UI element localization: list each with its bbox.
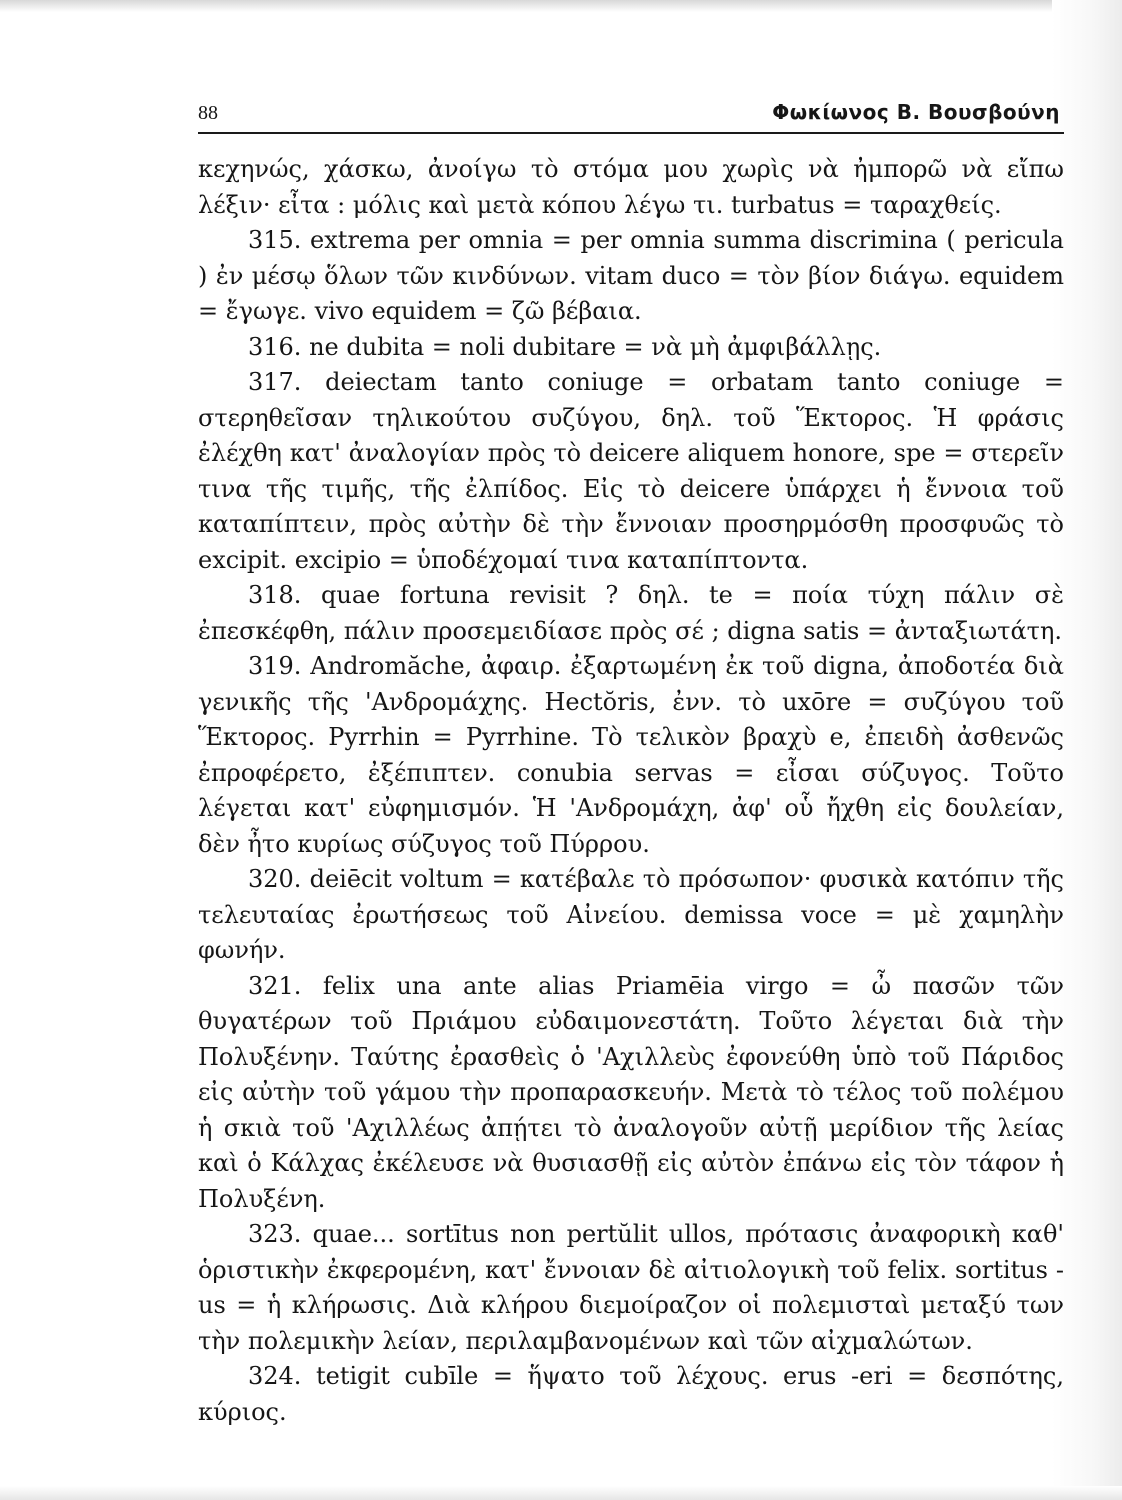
body-text xyxy=(198,152,1064,1430)
paragraph-315: 315. extrema per omnia = per omnia summa discrimina ( pericula ) ἐν μέσῳ ὅλων τῶν κινδύνων. vitam duco = τὸν βίον διάγω. equidem = ἔγωγε. vivo equidem = ζῶ βέβαια. xyxy=(198,226,1064,325)
paragraph-321: 321. felix una ante alias Priamēia virgo = ὦ πασῶν τῶν θυγατέρων τοῦ Πριάμου εὐδαιμονεστάτη. Τοῦτο λέγεται διὰ τὴν Πολυξένην. Ταύτης ἐρασθεὶς ὁ 'Αχιλλεὺς ἐφονεύθη ὑπὸ τοῦ Πάριδος εἰς αὐτὴν τοῦ γάμου τὴν προπαρασκευήν. Μετὰ τὸ τέλος τοῦ πολέμου ἡ σκιὰ τοῦ 'Αχιλλέως ἀπῄτει τὸ ἀναλογοῦν αὐτῇ μερίδιον τῆς λείας καὶ ὁ Κάλχας ἐκέλευσε νὰ θυσιασθῇ εἰς αὐτὸν ἐπάνω εἰς τὸν τάφον ἡ Πολυξένη. xyxy=(198,971,1064,1213)
running-head: Φωκίωνος Β. Βουσβούνη xyxy=(772,100,1060,124)
paragraph-316: 316. ne dubita = noli dubitare = νὰ μὴ ἀμφιβάλλῃς. xyxy=(248,332,882,361)
paragraph-320: 320. deiēcit voltum = κατέβαλε τὸ πρόσωπον· φυσικὰ κατόπιν τῆς τελευταίας ἐρωτήσεως τοῦ Αἰνείου. demissa voce = μὲ χαμηλὴν φωνήν. xyxy=(198,865,1064,964)
page-header xyxy=(198,98,1064,134)
paragraph-continuation: κεχηνώς, χάσκω, ἀνοίγω τὸ στόμα μου χωρὶς νὰ ἠμπορῶ νὰ εἴπω λέξιν· εἶτα : μόλις καὶ μετὰ κόπου λέγω τι. turbatus = ταραχθείς. xyxy=(198,155,1064,219)
page-number: 88 xyxy=(198,102,218,124)
paragraph-323: 323. quae... sortītus non pertŭlit ullos, πρότασις ἀναφορικὴ καθ' ὁριστικὴν ἐκφερομένη, κατ' ἔννοιαν δὲ αἰτιολογικὴ τοῦ felix. sortitus -us = ἡ κλήρωσις. Διὰ κλήρου διεμοίραζον οἱ πολεμισταὶ μεταξύ των τὴν πολεμικὴν λείαν, περιλαμβανομένων καὶ τῶν αἰχμαλώτων. xyxy=(198,1220,1064,1355)
page-edge-bottom-shadow xyxy=(0,1486,1122,1500)
paragraph-324: 324. tetigit cubīle = ἥψατο τοῦ λέχους. erus -eri = δεσπότης, κύριος. xyxy=(198,1362,1064,1426)
paragraph-318: 318. quae fortuna revisit ? δηλ. te = ποία τύχη πάλιν σὲ ἐπεσκέφθη, πάλιν προσεμειδίασε πρὸς σέ ; digna satis = ἀνταξιωτάτη. xyxy=(198,581,1064,645)
paragraph-319: 319. Andromăche, ἀφαιρ. ἐξαρτωμένη ἐκ τοῦ digna, ἀποδοτέα διὰ γενικῆς τῆς 'Ανδρομάχης. Hectŏris, ἐνν. τὸ uxōre = συζύγου τοῦ Ἕκτορος. Pyrrhin = Pyrrhine. Τὸ τελικὸν βραχὺ e, ἐπειδὴ ἀσθενῶς ἐπροφέρετο, ἐξέπιπτεν. conubia servas = εἶσαι σύζυγος. Τοῦτο λέγεται κατ' εὐφημισμόν. Ἡ 'Ανδρομάχη, ἀφ' οὗ ἤχθη εἰς δουλείαν, δὲν ἦτο κυρίως σύζυγος τοῦ Πύρρου. xyxy=(198,652,1064,858)
paragraph-317: 317. deiectam tanto coniuge = orbatam tanto coniuge = στερηθεῖσαν τηλικούτου συζύγου, δηλ. τοῦ Ἕκτορος. Ἡ φράσις ἐλέχθη κατ' ἀναλογίαν πρὸς τὸ deicere aliquem honore, spe = στερεῖν τινα τῆς τιμῆς, τῆς ἐλπίδος. Εἰς τὸ deicere ὑπάρχει ἡ ἔννοια τοῦ καταπίπτειν, πρὸς αὐτὴν δὲ τὴν ἔννοιαν προσηρμόσθη προσφυῶς τὸ excipit. excipio = ὑποδέχομαί τινα καταπίπτοντα. xyxy=(198,368,1064,574)
page-edge-top-shadow xyxy=(0,0,1122,12)
